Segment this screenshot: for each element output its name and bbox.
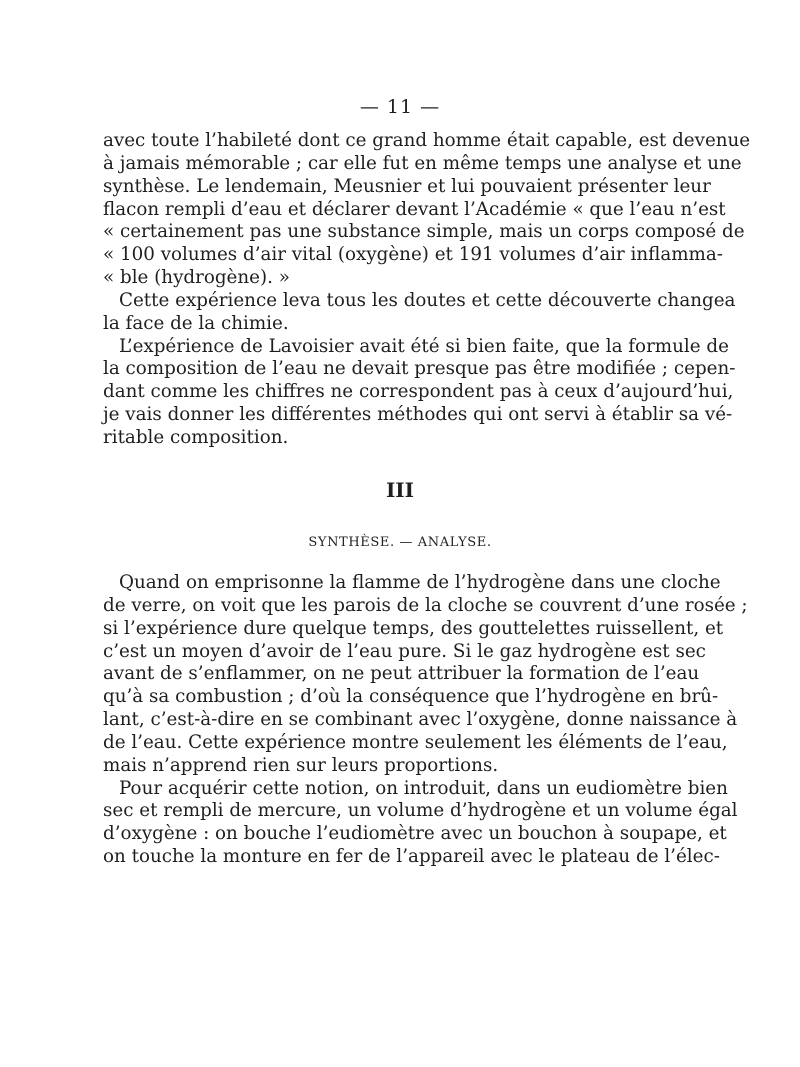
text-block-top: [103, 130, 751, 450]
section-title: SYNTHÈSE. — ANALYSE.: [308, 535, 492, 550]
text-line: « ble (hydrogène). »: [103, 267, 290, 289]
text-line: Quand on emprisonne la flamme de l’hydrogène dans une cloche: [119, 572, 721, 593]
text-line: flacon rempli d’eau et déclarer devant l’Académie « que l’eau n’est: [103, 198, 726, 220]
text-line: dant comme les chiffres ne correspondent pas à ceux d’aujourd’hui,: [103, 381, 734, 403]
text-line: la composition de l’eau ne devait presque pas être modifiée ; cepen-: [103, 358, 736, 380]
text-line: mais n’apprend rien sur leurs proportions.: [103, 754, 499, 776]
text-line: on touche la monture en fer de l’appareil avec le plateau de l’élec-: [103, 846, 720, 868]
text-line: c’est un moyen d’avoir de l’eau pure. Si le gaz hydrogène est sec: [103, 640, 706, 662]
text-line: sec et rempli de mercure, un volume d’hydrogène et un volume égal: [103, 800, 738, 822]
text-line: à jamais mémorable ; car elle fut en même temps une analyse et une: [103, 152, 742, 174]
text-line: « certainement pas une substance simple, mais un corps composé de: [103, 221, 745, 243]
text-line: Pour acquérir cette notion, on introduit, dans un eudiomètre bien: [119, 777, 728, 799]
text-line: synthèse. Le lendemain, Meusnier et lui pouvaient présenter leur: [103, 175, 711, 197]
text-line: Cette expérience leva tous les doutes et cette découverte changea: [119, 289, 736, 311]
text-line: qu’à sa combustion ; d’où la conséquence que l’hydrogène en brû-: [103, 686, 719, 708]
page-number: — 11 —: [359, 96, 441, 118]
text-line: si l’expérience dure quelque temps, des gouttelettes ruissellent, et: [103, 617, 724, 639]
text-line: L’expérience de Lavoisier avait été si bien faite, que la formule de: [119, 335, 729, 357]
text-block-bottom: [103, 572, 748, 869]
text-line: ritable composition.: [103, 426, 289, 448]
text-line: de verre, on voit que les parois de la cloche se couvrent d’une rosée ;: [103, 594, 748, 616]
section-number: III: [385, 478, 415, 502]
paragraph: [103, 289, 736, 336]
paragraph: [103, 572, 748, 778]
text-line: avant de s’enflammer, on ne peut attribuer la formation de l’eau: [103, 663, 700, 685]
text-line: de l’eau. Cette expérience montre seulement les éléments de l’eau,: [103, 731, 728, 753]
paragraph: [103, 335, 736, 450]
text-line: je vais donner les différentes méthodes qui ont servi à établir sa vé-: [103, 404, 733, 426]
text-line: lant, c’est-à-dire en se combinant avec l’oxygène, donne naissance à: [103, 709, 738, 731]
text-line: la face de la chimie.: [103, 312, 289, 334]
text-line: « 100 volumes d’air vital (oxygène) et 191 volumes d’air inflamma-: [103, 244, 723, 266]
text-line: avec toute l’habileté dont ce grand homme était capable, est devenue: [103, 130, 751, 151]
paragraph: [103, 777, 738, 869]
text-line: d’oxygène : on bouche l’eudiomètre avec un bouchon à soupape, et: [103, 823, 727, 845]
paragraph: [103, 130, 751, 290]
